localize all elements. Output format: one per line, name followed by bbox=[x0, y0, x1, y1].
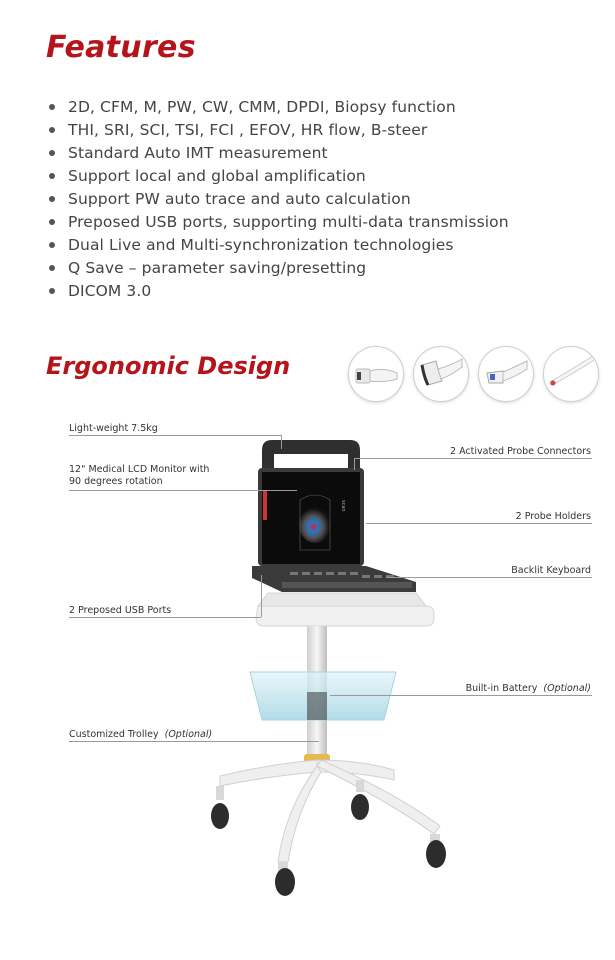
feature-item: 2D, CFM, M, PW, CW, CMM, DPDI, Biopsy function bbox=[48, 96, 509, 119]
feature-item: THI, SRI, SCI, TSI, FCI , EFOV, HR flow, B-steer bbox=[48, 119, 509, 142]
callout-trolley-label: Customized Trolley bbox=[69, 729, 159, 740]
callout-probe-connectors: 2 Activated Probe Connectors bbox=[450, 446, 591, 457]
convex-probe-icon bbox=[413, 346, 469, 402]
callout-light-weight: Light-weight 7.5kg bbox=[69, 423, 158, 434]
features-list bbox=[48, 96, 509, 303]
callout-backlit-keyboard: Backlit Keyboard bbox=[511, 565, 591, 576]
callout-monitor-line2: 90 degrees rotation bbox=[69, 476, 163, 487]
feature-item: Standard Auto IMT measurement bbox=[48, 142, 509, 165]
ergonomic-design-title: Ergonomic Design bbox=[46, 352, 291, 380]
callout-usb-ports: 2 Preposed USB Ports bbox=[69, 605, 172, 616]
callout-monitor bbox=[69, 464, 209, 488]
linear-probe-icon bbox=[348, 346, 404, 402]
callout-battery bbox=[466, 683, 591, 695]
feature-item: Support local and global amplification bbox=[48, 165, 509, 188]
callout-probe-holders: 2 Probe Holders bbox=[515, 511, 591, 522]
feature-item: Q Save – parameter saving/presetting bbox=[48, 257, 509, 280]
callout-monitor-line1: 12" Medical LCD Monitor with bbox=[69, 464, 210, 475]
phased-array-probe-icon bbox=[478, 346, 534, 402]
endocavity-probe-icon bbox=[543, 346, 599, 402]
callout-trolley bbox=[69, 729, 212, 741]
feature-item: Support PW auto trace and auto calculation bbox=[48, 188, 509, 211]
feature-item: Dual Live and Multi-synchronization technologies bbox=[48, 234, 509, 257]
features-title: Features bbox=[46, 30, 196, 65]
callout-battery-note: (Optional) bbox=[543, 683, 591, 694]
feature-item: Preposed USB ports, supporting multi-data transmission bbox=[48, 211, 509, 234]
feature-item: DICOM 3.0 bbox=[48, 280, 509, 303]
ultrasound-system-illustration bbox=[190, 430, 480, 900]
svg-text:scan: scan bbox=[340, 500, 346, 512]
callout-battery-label: Built-in Battery bbox=[465, 683, 538, 694]
callout-trolley-note: (Optional) bbox=[164, 729, 213, 740]
